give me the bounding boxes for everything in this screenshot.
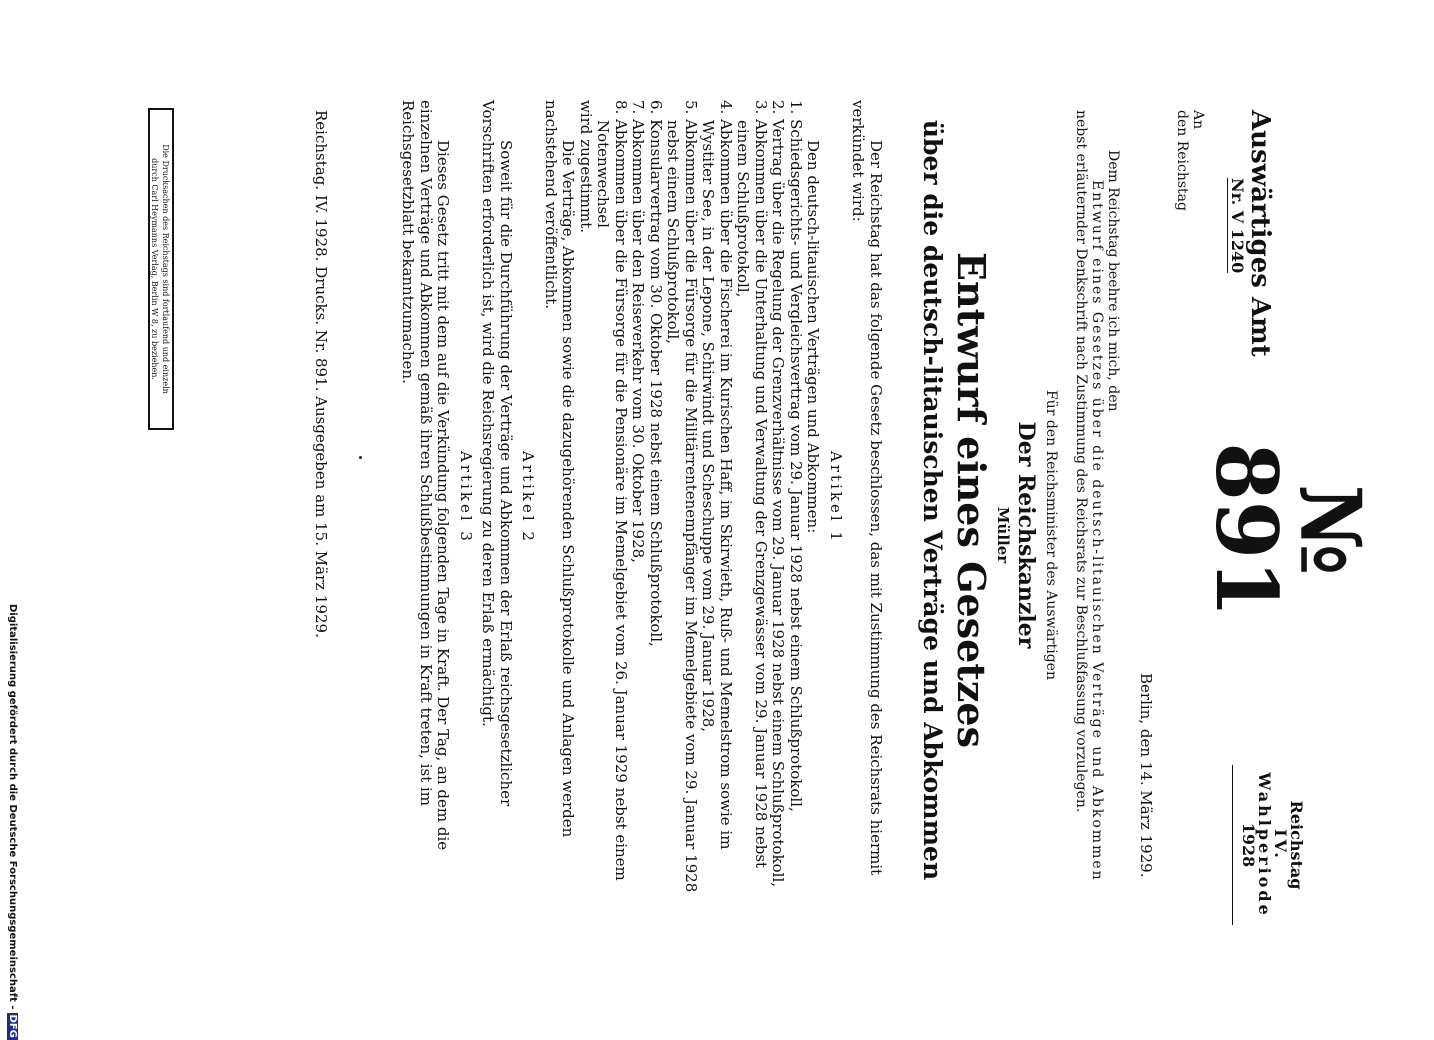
article-3-text: Dieses Gesetz tritt mit dem auf die Verkündung folgenden Tage in Kraft. Der Tag, an dem die einzelnen Verträge und Abkommen gemäß ihren Schlußbestimmungen in Kraft treten, ist im Reichsgesetzblatt bekanntzumachen. xyxy=(399,100,453,851)
article-1-intro: Den deutsch-litauischen Verträgen und Abkommen: xyxy=(804,140,823,534)
bill-body xyxy=(399,100,884,895)
treaty-item: 4. Abkommen über die Fischerei im Kurischen Haff, im Skirwieth, Ruß- und Memelstrom sowie im Wystiter See, in der Lepone, Schirwindt und Scheschuppe vom 29. Januar 1928, xyxy=(699,100,735,850)
printer-notice-line: Die Drucksachen des Reichstags sind fortlaufend und einzeln xyxy=(161,144,170,394)
bill-title-main: Entwurf eines Gesetzes xyxy=(949,251,994,749)
printer-notice-line: durch Carl Heymanns Verlag, Berlin W 8, zu beziehen. xyxy=(150,158,159,380)
treaty-item: 6. Konsularvertrag vom 30. Oktober 1928 nebst einem Schlußprotokoll, xyxy=(647,100,665,647)
reichstag-name: Reichstag xyxy=(1287,800,1306,890)
signature-title: Der Reichskanzler xyxy=(1013,421,1040,649)
treaty-item: 5. Abkommen über die Fürsorge für die Militärrentenempfänger im Memelgebiete vom 29. Januar 1928 nebst einem Schlußprotokoll, xyxy=(664,100,700,893)
article-2-heading: Artikel 2 xyxy=(519,451,538,544)
print-footer: Reichstag. IV. 1928. Drucks. Nr. 891. Ausgegeben am 15. März 1929. xyxy=(312,110,330,638)
printer-notice-box xyxy=(148,108,174,430)
header-rule xyxy=(1232,765,1233,925)
treaty-item: 2. Vertrag über die Regelung der Grenzverhältnisse vom 29. Januar 1928 nebst einem Schlußprotokoll, xyxy=(769,100,788,888)
sender-reference: Nr. V 1240 xyxy=(1228,178,1247,274)
signature-on-behalf: Für den Reichsminister des Auswärtigen xyxy=(1043,389,1059,680)
place-date: Berlin, den 14. März 1929. xyxy=(1137,673,1155,878)
article-2-text: Soweit für die Durchführung der Verträge und Abkommen der Erlaß reichsgesetzlicher Vorschriften erforderlich ist, wird die Reichsregierung zu deren Erlaß ermächtigt. xyxy=(479,100,515,807)
reichstag-period: IV. Wahlperiode xyxy=(1255,772,1290,918)
preamble: Der Reichstag hat das folgende Gesetz beschlossen, das mit Zustimmung des Reichsrats hiermit verkündet wird: xyxy=(849,100,885,876)
reichstag-header xyxy=(1232,755,1304,935)
digitization-credit-text: Digitalisierung gefördert durch die Deutsche Forschungsgemeinschaft - xyxy=(7,604,18,1010)
signature-block xyxy=(994,385,1059,685)
ink-dot xyxy=(359,456,362,459)
sender-office: Auswärtiges Amt xyxy=(1245,110,1275,357)
recipient-line: den Reichstag xyxy=(1174,110,1190,211)
treaty-list xyxy=(594,100,804,895)
treaty-item: 3. Abkommen über die Unterhaltung und Verwaltung der Grenzgewässer vom 29. Januar 1928 nebst einem Schlußprotokoll, xyxy=(734,100,770,869)
digitization-credit xyxy=(7,604,18,1038)
dfg-logo-icon: DFG xyxy=(7,1014,18,1038)
cover-line: nebst erläuternder Denkschrift nach Zustimmung des Reichsrats zur Beschlußfassung vorzulegen. xyxy=(1073,110,1089,813)
article-1-heading: Artikel 1 xyxy=(827,451,845,544)
treaty-item: 7. Abkommen über den Reiseverkehr vom 30. Oktober 1928, xyxy=(629,100,648,563)
article-1-publication: Die Verträge, Abkommen sowie die dazugehörenden Schlußprotokolle und Anlagen werden nachstehend veröffentlicht. xyxy=(542,100,578,838)
reichstag-year: 1928 xyxy=(1239,822,1258,868)
bill-title xyxy=(916,0,994,1000)
bill-title-sub: über die deutsch-litauischen Verträge und Abkommen xyxy=(918,119,947,881)
article-3-heading: Artikel 3 xyxy=(457,451,475,544)
cover-bill-name: Entwurf eines Gesetzes über die deutsch-litauischen Verträge und Abkommen xyxy=(1089,180,1105,882)
cover-letter xyxy=(1073,110,1121,890)
treaty-item: 1. Schiedsgerichts- und Vergleichsvertrag vom 29. Januar 1928 nebst einem Schlußprotokoll, xyxy=(787,100,805,812)
cover-line: Dem Reichstag beehre ich mich, den xyxy=(1105,150,1121,412)
treaty-item: 8. Abkommen über die Fürsorge für die Pensionäre im Memelgebiet vom 26. Januar 1929 nebst einem Notenwechsel xyxy=(594,100,630,881)
recipient-line: An xyxy=(1190,110,1206,130)
signature-name: Müller xyxy=(994,506,1013,564)
article-1-closing: wird zugestimmt. xyxy=(577,100,595,233)
recipient xyxy=(1174,110,1206,211)
document-number: № 891 xyxy=(1197,442,1380,618)
